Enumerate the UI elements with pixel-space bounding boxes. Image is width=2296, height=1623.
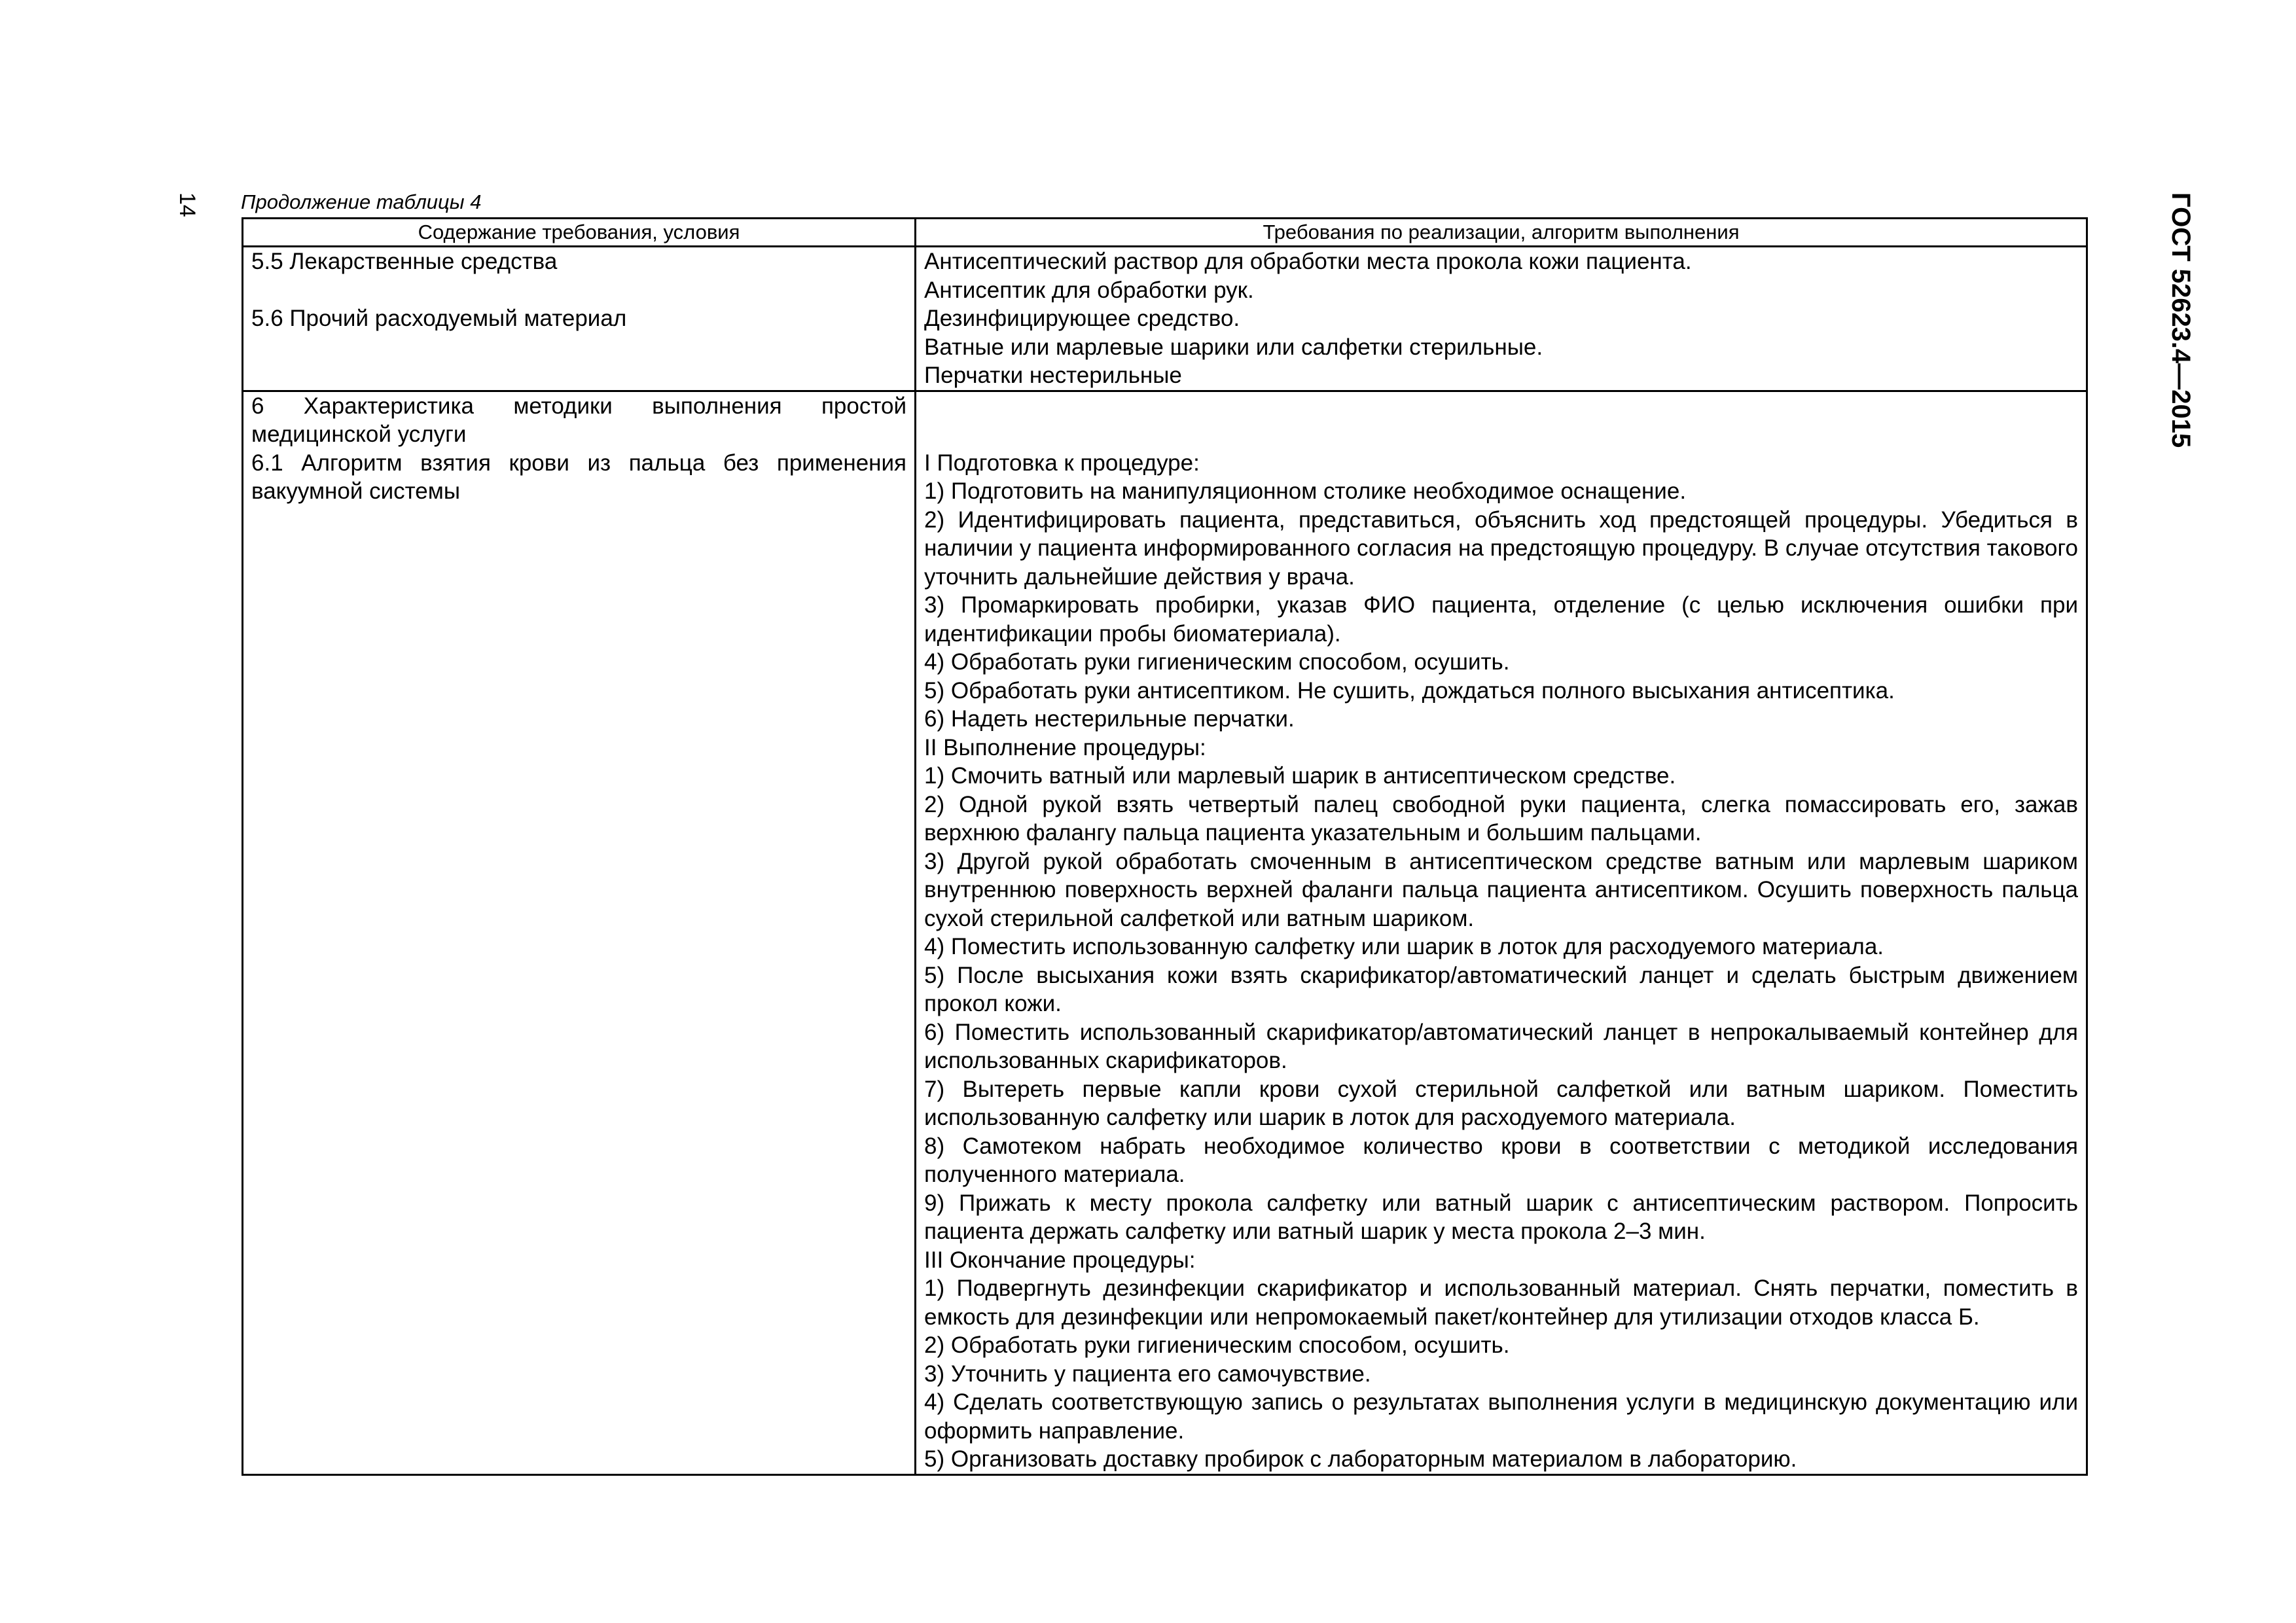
item-6: 6 Характеристика методики выполнения простой медицинской услуги xyxy=(251,393,906,447)
list-item: 7) Вытереть первые капли крови сухой стерильной салфеткой или ватным шариком. Поместить использованную салфетку или шарик в лоток для расходуемого материала. xyxy=(924,1076,2078,1130)
list-item: 6) Надеть нестерильные перчатки. xyxy=(924,706,1295,732)
list-item: 1) Подвергнуть дезинфекции скарификатор и использованный материал. Снять перчатки, поместить в емкость для дезинфекции или непромокаемый пакет/контейнер для утилизации отходов класса Б. xyxy=(924,1275,2078,1330)
item-5-6: 5.6 Прочий расходуемый материал xyxy=(251,306,627,331)
list-item: 3) Промаркировать пробирки, указав ФИО пациента, отделение (с целью исключения ошибки при идентификации пробы биоматериала). xyxy=(924,592,2078,647)
table-row xyxy=(243,391,2087,1474)
row2-left-cell xyxy=(243,391,916,1474)
list-item: 5) После высыхания кожи взять скарификатор/автоматический ланцет и сделать быстрым движением прокол кожи. xyxy=(924,962,2078,1016)
list-item: Антисептик для обработки рук. xyxy=(924,277,1254,303)
section-heading: I Подготовка к процедуре: xyxy=(924,450,1200,476)
list-item: 8) Самотеком набрать необходимое количество крови в соответствии с методикой исследования полученного материала. xyxy=(924,1133,2078,1187)
row1-right-cell xyxy=(916,247,2087,391)
table-row xyxy=(243,247,2087,391)
list-item: 2) Обработать руки гигиеническим способом, осушить. xyxy=(924,1332,1510,1358)
requirements-table xyxy=(242,217,2088,1476)
list-item: 1) Подготовить на манипуляционном столике необходимое оснащение. xyxy=(924,478,1687,504)
section-heading: III Окончание процедуры: xyxy=(924,1247,1196,1273)
list-item: 1) Смочить ватный или марлевый шарик в антисептическом средстве. xyxy=(924,763,1676,789)
list-item: Ватные или марлевые шарики или салфетки стерильные. xyxy=(924,334,1543,360)
list-item: Перчатки нестерильные xyxy=(924,363,1182,388)
item-5-5: 5.5 Лекарственные средства xyxy=(251,249,558,274)
list-item: Антисептический раствор для обработки места прокола кожи пациента. xyxy=(924,249,1692,274)
page-number: 14 xyxy=(175,192,200,217)
list-item: 5) Обработать руки антисептиком. Не сушить, дождаться полного высыхания антисептика. xyxy=(924,677,1895,704)
list-item: 4) Сделать соответствующую запись о результатах выполнения услуги в медицинскую документацию или оформить направление. xyxy=(924,1389,2078,1444)
list-item: 3) Другой рукой обработать смоченным в антисептическом средстве ватным или марлевым шариком внутреннюю поверхность верхней фаланги пальца пациента антисептиком. Осушить поверхность пальца сухой стерильной салфеткой или ватным шариком. xyxy=(924,848,2078,931)
section-heading: II Выполнение процедуры: xyxy=(924,734,1206,760)
list-item: 2) Одной рукой взять четвертый палец свободной руки пациента, слегка помассировать его, зажав верхнюю фалангу пальца пациента указательным и большим пальцами. xyxy=(924,791,2078,846)
table-header-row xyxy=(243,219,2087,247)
column-header-conditions: Содержание требования, условия xyxy=(243,219,916,247)
list-item: Дезинфицирующее средство. xyxy=(924,306,1240,331)
table-caption: Продолжение таблицы 4 xyxy=(241,190,482,213)
list-item: 9) Прижать к месту прокола салфетку или ватный шарик с антисептическим раствором. Попросить пациента держать салфетку или ватный шарик у места прокола 2–3 мин. xyxy=(924,1190,2078,1244)
list-item: 4) Обработать руки гигиеническим способом, осушить. xyxy=(924,649,1510,675)
list-item: 3) Уточнить у пациента его самочувствие. xyxy=(924,1361,1371,1387)
row1-left-cell xyxy=(243,247,916,391)
column-header-algorithm: Требования по реализации, алгоритм выполнения xyxy=(916,219,2087,247)
list-item: 4) Поместить использованную салфетку или шарик в лоток для расходуемого материала. xyxy=(924,934,1884,959)
item-6-1: 6.1 Алгоритм взятия крови из пальца без применения вакуумной системы xyxy=(251,450,906,504)
list-item: 2) Идентифицировать пациента, представиться, объяснить ход предстоящей процедуры. Убедиться в наличии у пациента информированного согласия на предстоящую процедуру. В случае отсутствия такового уточнить дальнейшие действия у врача. xyxy=(924,507,2078,590)
row2-right-cell xyxy=(916,391,2087,1474)
standard-designation: ГОСТ 52623.4—2015 xyxy=(2166,192,2195,448)
list-item: 5) Организовать доставку пробирок с лабораторным материалом в лабораторию. xyxy=(924,1446,1797,1472)
list-item: 6) Поместить использованный скарификатор/автоматический ланцет в непрокалываемый контейнер для использованных скарификаторов. xyxy=(924,1019,2078,1073)
